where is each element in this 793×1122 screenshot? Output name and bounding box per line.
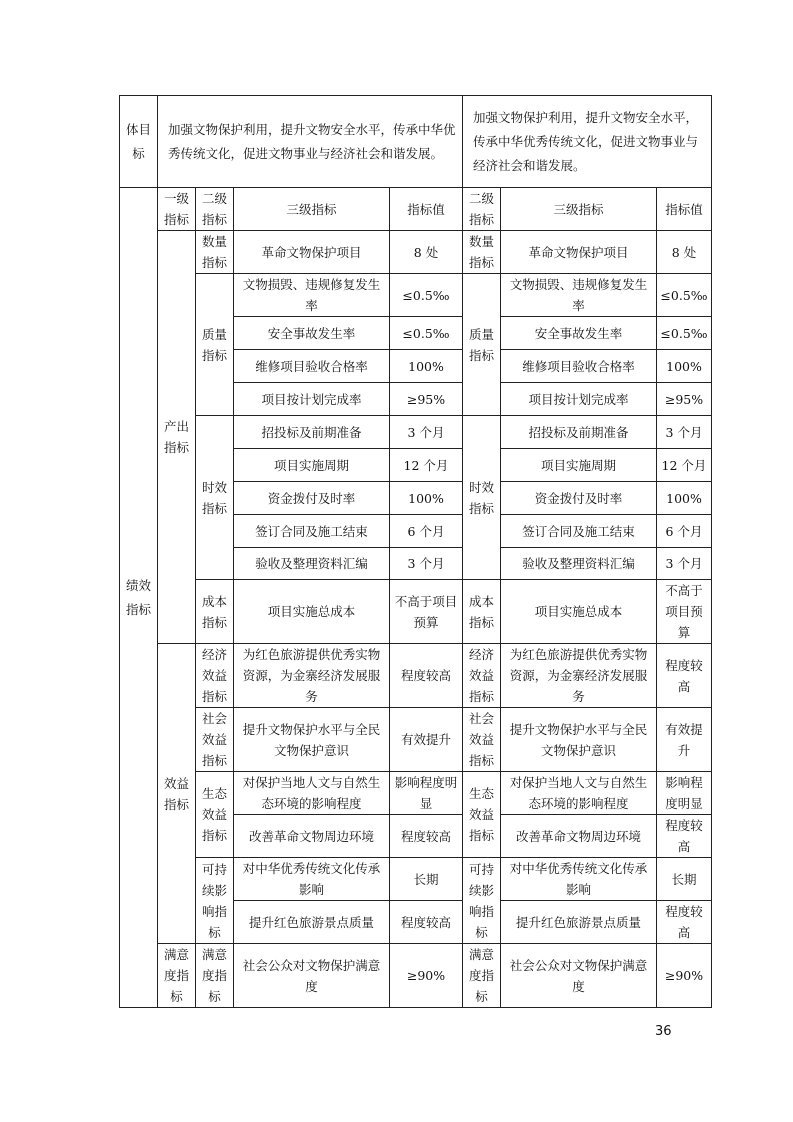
header-value-right: 指标值 [657,188,712,231]
indicator-value-right: 程度较高 [657,901,712,944]
indicator-name-right: 改善革命文物周边环境 [501,815,657,858]
social-benefit-label: 社会效益指标 [196,708,234,772]
indicator-name: 安全事故发生率 [234,317,390,350]
indicator-name-right: 为红色旅游提供优秀实物资源，为金寨经济发展服务 [501,644,657,708]
indicator-value: ≥95% [390,383,463,416]
indicator-name: 维修项目验收合格率 [234,350,390,383]
header-level3: 三级指标 [234,188,390,231]
indicator-value-right: 影响程度明显 [657,772,712,815]
indicator-value-right: 100% [657,350,712,383]
table-row [120,231,712,274]
table-row [120,772,712,815]
quality-indicator-label: 质量指标 [196,274,234,416]
indicator-value-right: 3 个月 [657,416,712,449]
indicator-name-right: 验收及整理资料汇编 [501,548,657,580]
indicator-value: ≤0.5‰ [390,274,463,317]
indicator-value-right: 程度较高 [657,815,712,858]
output-indicator-label: 产出指标 [158,231,196,644]
table-row [120,944,712,1008]
indicator-name: 提升文物保护水平与全民文物保护意识 [234,708,390,772]
table-row [120,416,712,449]
overall-goal-text-right: 加强文物保护利用，提升文物安全水平，传承中华优秀传统文化，促进文物事业与经济社会和谐发展。 [463,96,712,188]
indicator-name-right: 对保护当地人文与自然生态环境的影响程度 [501,772,657,815]
indicator-value-right: ≤0.5‰ [657,317,712,350]
indicator-value-right: 100% [657,482,712,515]
page-number: 36 [655,1024,672,1039]
indicator-value: 程度较高 [390,901,463,944]
indicator-value-right: ≥90% [657,944,712,1008]
indicator-value: 3 个月 [390,416,463,449]
timeliness-indicator-label-right: 时效指标 [463,416,501,580]
indicator-value: 不高于项目预算 [390,580,463,644]
indicator-name: 文物损毁、违规修复发生率 [234,274,390,317]
indicator-value: 程度较高 [390,644,463,708]
cost-indicator-label-right: 成本指标 [463,580,501,644]
indicator-value: 100% [390,350,463,383]
indicator-name-right: 革命文物保护项目 [501,231,657,274]
indicator-name-right: 安全事故发生率 [501,317,657,350]
quality-indicator-label-right: 质量指标 [463,274,501,416]
indicator-name-right: 项目按计划完成率 [501,383,657,416]
indicator-name: 改善革命文物周边环境 [234,815,390,858]
indicator-name-right: 项目实施总成本 [501,580,657,644]
indicator-name: 提升红色旅游景点质量 [234,901,390,944]
indicator-name: 招投标及前期准备 [234,416,390,449]
indicator-name-right: 提升红色旅游景点质量 [501,901,657,944]
indicator-value-right: 不高于项目预算 [657,580,712,644]
economic-benefit-label-right: 经济效益指标 [463,644,501,708]
ecological-benefit-label-right: 生态效益指标 [463,772,501,858]
indicator-value: 100% [390,482,463,515]
sustainable-impact-label-right: 可持续影响指标 [463,858,501,944]
indicator-name: 资金拨付及时率 [234,482,390,515]
table-row [120,274,712,317]
indicator-value: 影响程度明显 [390,772,463,815]
header-level3-right: 三级指标 [501,188,657,231]
indicator-name-right: 项目实施周期 [501,449,657,482]
quantity-indicator-label: 数量指标 [196,231,234,274]
indicator-name: 社会公众对文物保护满意度 [234,944,390,1008]
indicator-name-right: 资金拨付及时率 [501,482,657,515]
indicator-value: ≤0.5‰ [390,317,463,350]
indicator-name-right: 文物损毁、违规修复发生率 [501,274,657,317]
timeliness-indicator-label: 时效指标 [196,416,234,580]
satisfaction-l2-label: 满意度指标 [196,944,234,1008]
indicator-value: 12 个月 [390,449,463,482]
table-row [120,580,712,644]
satisfaction-l2-label-right: 满意度指标 [463,944,501,1008]
indicator-value-right: 3 个月 [657,548,712,580]
overall-goal-table [119,95,712,188]
indicator-value-right: 6 个月 [657,515,712,548]
indicator-value-right: 长期 [657,858,712,901]
benefit-indicator-label: 效益指标 [158,644,196,944]
indicator-value-right: ≤0.5‰ [657,274,712,317]
header-level2-right: 二级指标 [463,188,501,231]
header-value: 指标值 [390,188,463,231]
indicator-name: 项目按计划完成率 [234,383,390,416]
indicator-name: 革命文物保护项目 [234,231,390,274]
indicator-name-right: 社会公众对文物保护满意度 [501,944,657,1008]
performance-indicator-table [119,187,712,1008]
indicator-name: 项目实施周期 [234,449,390,482]
table-row [120,644,712,708]
social-benefit-label-right: 社会效益指标 [463,708,501,772]
economic-benefit-label: 经济效益指标 [196,644,234,708]
indicator-name-right: 维修项目验收合格率 [501,350,657,383]
ecological-benefit-label: 生态效益指标 [196,772,234,858]
indicator-value-right: 程度较高 [657,644,712,708]
indicator-name: 签订合同及施工结束 [234,515,390,548]
header-level1: 一级指标 [158,188,196,231]
cost-indicator-label: 成本指标 [196,580,234,644]
indicator-value-right: 12 个月 [657,449,712,482]
table-row [120,858,712,901]
table-header-row [120,188,712,231]
indicator-value: 有效提升 [390,708,463,772]
indicator-name: 为红色旅游提供优秀实物资源，为金寨经济发展服务 [234,644,390,708]
satisfaction-l1-label: 满意度指标 [158,944,196,1008]
indicator-name: 验收及整理资料汇编 [234,548,390,580]
performance-indicator-label: 绩效指标 [120,188,158,1008]
indicator-name-right: 提升文物保护水平与全民文物保护意识 [501,708,657,772]
indicator-value-right: 8 处 [657,231,712,274]
sustainable-impact-label: 可持续影响指标 [196,858,234,944]
indicator-value-right: 有效提升 [657,708,712,772]
header-level2: 二级指标 [196,188,234,231]
quantity-indicator-label-right: 数量指标 [463,231,501,274]
overall-goal-text-left: 加强文物保护利用，提升文物安全水平，传承中华优秀传统文化，促进文物事业与经济社会和谐发展。 [158,96,463,188]
indicator-name: 项目实施总成本 [234,580,390,644]
indicator-value: ≥90% [390,944,463,1008]
indicator-value: 3 个月 [390,548,463,580]
indicator-name-right: 招投标及前期准备 [501,416,657,449]
indicator-name-right: 签订合同及施工结束 [501,515,657,548]
indicator-value-right: ≥95% [657,383,712,416]
indicator-value: 长期 [390,858,463,901]
indicator-value: 8 处 [390,231,463,274]
indicator-name: 对中华优秀传统文化传承影响 [234,858,390,901]
indicator-name: 对保护当地人文与自然生态环境的影响程度 [234,772,390,815]
overall-goal-label: 体目标 [120,96,158,188]
table-row [120,708,712,772]
indicator-value: 程度较高 [390,815,463,858]
indicator-name-right: 对中华优秀传统文化传承影响 [501,858,657,901]
indicator-value: 6 个月 [390,515,463,548]
